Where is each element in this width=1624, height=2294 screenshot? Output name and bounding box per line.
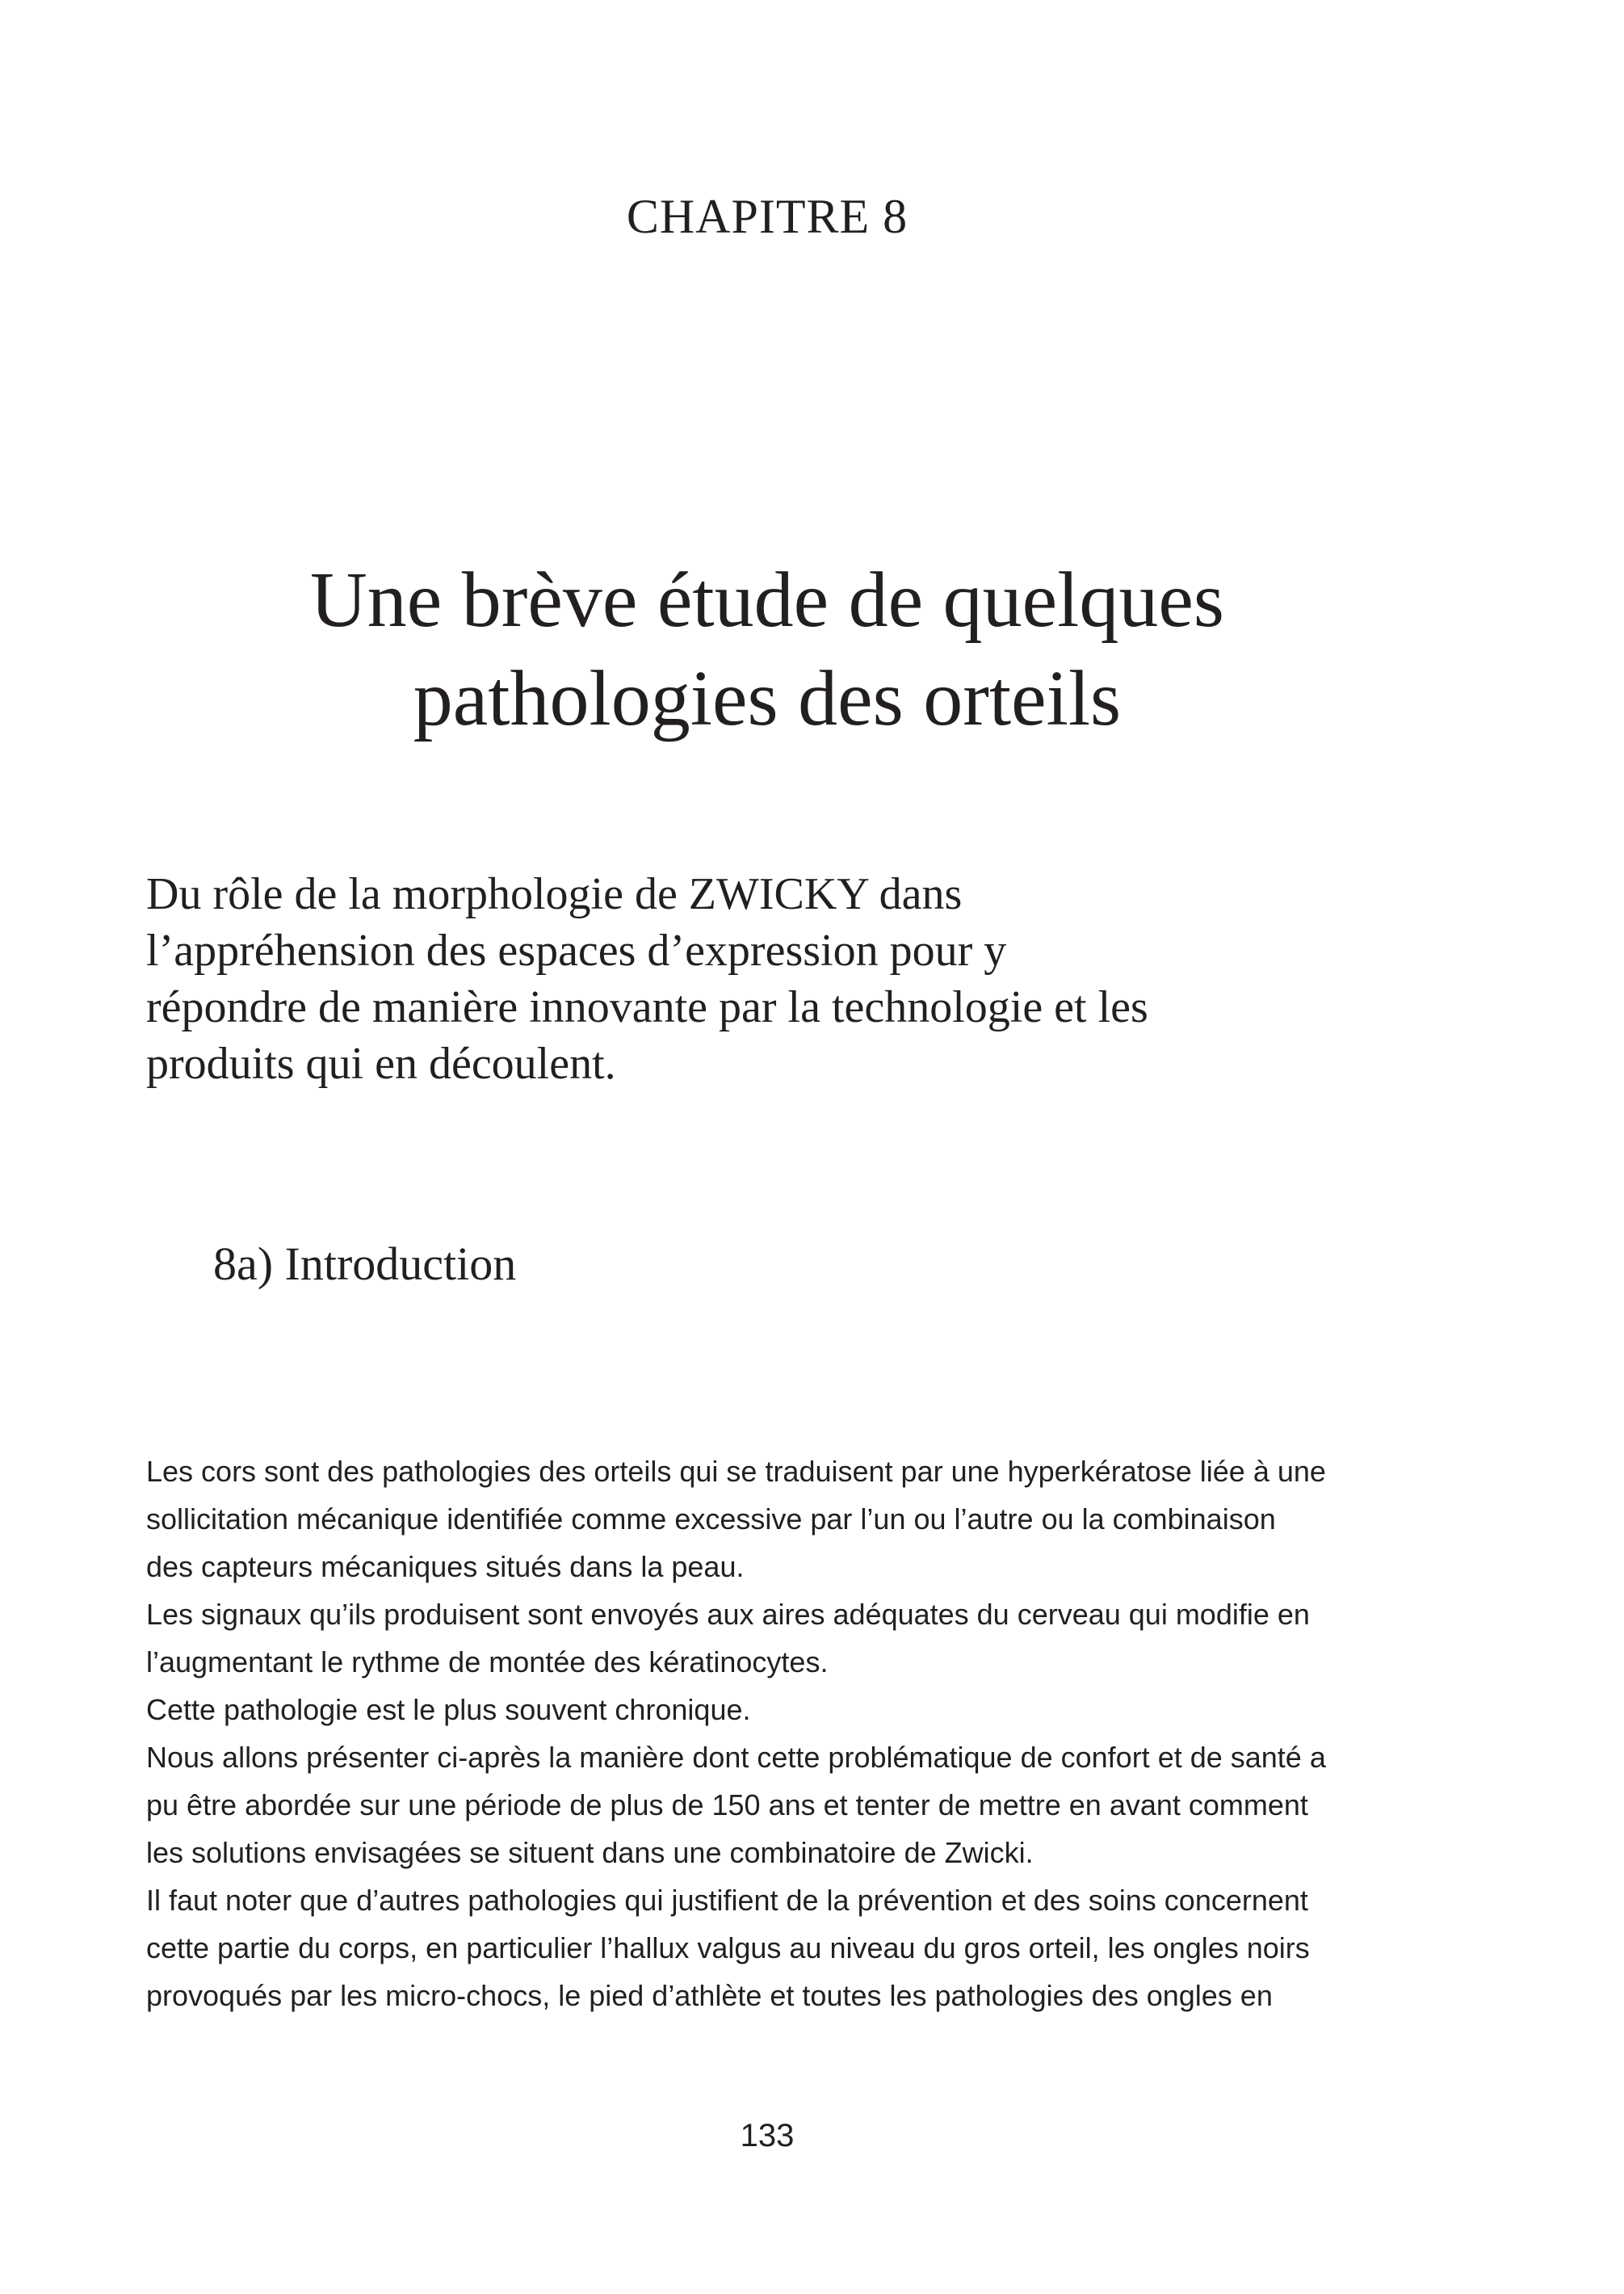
body-line: les solutions envisagées se situent dans une combinatoire de Zwicki. xyxy=(146,1836,1034,1869)
body-line: Il faut noter que d’autres pathologies qui justifient de la prévention et des soins concernent xyxy=(146,1884,1308,1917)
chapter-title-line: pathologies des orteils xyxy=(413,655,1122,742)
body-line: pu être abordée sur une période de plus de 150 ans et tenter de mettre en avant comment xyxy=(146,1788,1308,1821)
body-line: cette partie du corps, en particulier l’hallux valgus au niveau du gros orteil, les ongles noirs xyxy=(146,1931,1310,1964)
body-paragraphs xyxy=(146,1447,1406,2019)
body-line: l’augmentant le rythme de montée des kératinocytes. xyxy=(146,1645,829,1678)
chapter-label: CHAPITRE 8 xyxy=(626,190,909,243)
body-line: sollicitation mécanique identifiée comme excessive par l’un ou l’autre ou la combinaison xyxy=(146,1502,1276,1536)
chapter-title-line: Une brève étude de quelques xyxy=(310,557,1224,644)
subtitle-line: produits qui en découlent. xyxy=(146,1039,616,1089)
body-line: Cette pathologie est le plus souvent chronique. xyxy=(146,1693,751,1726)
body-line: provoqués par les micro-chocs, le pied d’athlète et toutes les pathologies des ongles en xyxy=(146,1979,1273,2012)
chapter-subtitle xyxy=(146,866,1438,1092)
page-number: 133 xyxy=(740,2118,795,2153)
subtitle-line: l’appréhension des espaces d’expression pour y xyxy=(146,926,1007,976)
chapter-title xyxy=(0,551,1534,748)
body-line: des capteurs mécaniques situés dans la peau. xyxy=(146,1550,745,1583)
subtitle-line: Du rôle de la morphologie de ZWICKY dans xyxy=(146,869,963,919)
body-line: Les signaux qu’ils produisent sont envoyés aux aires adéquates du cerveau qui modifie en xyxy=(146,1598,1310,1631)
section-heading: 8a) Introduction xyxy=(213,1237,517,1290)
subtitle-line: répondre de manière innovante par la technologie et les xyxy=(146,982,1148,1032)
body-line: Nous allons présenter ci-après la manière dont cette problématique de confort et de santé a xyxy=(146,1741,1326,1774)
body-line: Les cors sont des pathologies des orteils qui se traduisent par une hyperkératose liée à une xyxy=(146,1455,1326,1488)
